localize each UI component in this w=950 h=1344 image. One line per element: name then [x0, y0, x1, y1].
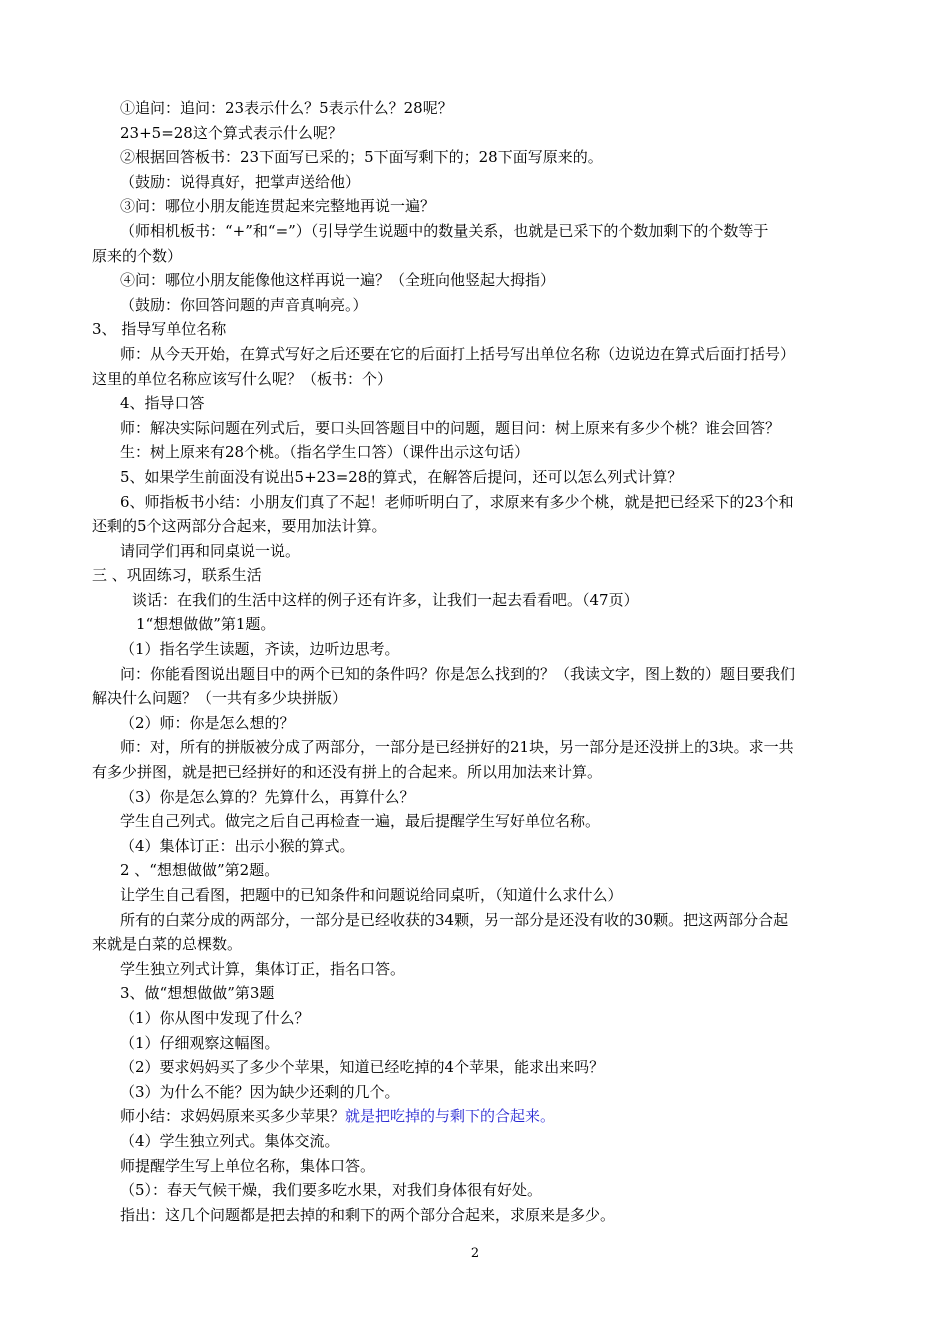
text-line — [92, 219, 862, 244]
line-text: （3）为什么不能？因为缺少还剩的几个。 — [120, 1082, 400, 1101]
line-text: 师：解决实际问题在列式后，要口头回答题目中的问题，题目问：树上原来有多少个桃？谁会回答？ — [120, 418, 781, 437]
text-line — [92, 268, 862, 293]
text-line — [92, 834, 862, 859]
line-text: （3）你是怎么算的？先算什么，再算什么？ — [120, 787, 415, 806]
page-number: 2 — [470, 1246, 480, 1261]
text-line — [92, 121, 862, 146]
text-line — [92, 317, 862, 342]
line-text: （鼓励：你回答问题的声音真响亮。） — [120, 295, 368, 314]
text-line — [92, 293, 862, 318]
line-text: 所有的白菜分成的两部分，一部分是已经收获的34颗，另一部分是还没有收的30颗。把这两部分合起 — [120, 910, 789, 929]
line-text: 学生独立列式计算，集体订正，指名口答。 — [120, 959, 406, 978]
text-line — [92, 785, 862, 810]
text-line — [92, 686, 862, 711]
text-line — [92, 735, 862, 760]
text-line — [92, 1031, 862, 1056]
text-line — [92, 514, 862, 539]
text-line — [92, 809, 862, 834]
line-text: 师：对，所有的拼版被分成了两部分，一部分是已经拼好的21块，另一部分是还没拼上的3块。求一共 — [120, 738, 794, 757]
text-line — [92, 1055, 862, 1080]
text-line — [92, 170, 862, 195]
text-line — [92, 391, 862, 416]
text-line — [92, 1104, 862, 1129]
line-text: 让学生自己看图，把题中的已知条件和问题说给同桌听，（知道什么求什么） — [120, 886, 623, 904]
text-line — [92, 1178, 862, 1203]
text-line — [92, 932, 862, 957]
line-text: 5、如果学生前面没有说出5+23=28的算式，在解答后提问，还可以怎么列式计算？ — [120, 467, 683, 486]
text-line — [92, 539, 862, 564]
line-text: ③问：哪位小朋友能连贯起来完整地再说一遍？ — [120, 197, 436, 216]
text-line — [92, 588, 862, 613]
text-line — [92, 465, 862, 490]
highlighted-text: 就是把吃掉的与剩下的合起来。 — [345, 1107, 556, 1126]
line-text: 这里的单位名称应该写什么呢？（板书：个） — [92, 369, 393, 388]
text-line — [92, 416, 862, 441]
line-text: 请同学们再和同桌说一说。 — [120, 541, 301, 560]
text-line — [92, 96, 862, 121]
line-text: 指出：这几个问题都是把去掉的和剩下的两个部分合起来，求原来是多少。 — [120, 1205, 616, 1224]
line-text: 师：从今天开始，在算式写好之后还要在它的后面打上括号写出单位名称（边说边在算式后面打括号） — [120, 344, 796, 363]
text-line — [92, 662, 862, 687]
line-text: （1）仔细观察这幅图。 — [120, 1033, 280, 1052]
line-text: （1）你从图中发现了什么？ — [120, 1008, 310, 1027]
line-text: ④问：哪位小朋友能像他这样再说一遍？（全班向他竖起大拇指） — [120, 271, 556, 290]
line-text: 2 、“想想做做”第2题。 — [120, 861, 280, 880]
text-line — [92, 367, 862, 392]
text-line — [92, 858, 862, 883]
line-text: 原来的个数） — [92, 246, 183, 265]
text-line — [92, 637, 862, 662]
text-line — [92, 981, 862, 1006]
line-text: 3、做“想想做做”第3题 — [120, 984, 275, 1003]
text-line — [92, 563, 862, 588]
line-text: 来就是白菜的总棵数。 — [92, 935, 243, 954]
line-text: （4）集体订正：出示小猴的算式。 — [120, 836, 355, 855]
line-text: 问：你能看图说出题目中的两个已知的条件吗？你是怎么找到的？（我读文字，图上数的）题目要我们 — [120, 664, 796, 683]
text-line — [92, 1129, 862, 1154]
line-text: 解决什么问题？（一共有多少块拼版） — [92, 689, 348, 708]
line-text: （鼓励：说得真好，把掌声送给他） — [120, 172, 361, 191]
text-line — [92, 244, 862, 269]
text-line — [92, 194, 862, 219]
line-text: （1）指名学生读题，齐读，边听边思考。 — [120, 640, 400, 659]
line-text: 师提醒学生写上单位名称，集体口答。 — [120, 1156, 376, 1175]
line-text: 三 、巩固练习，联系生活 — [92, 566, 262, 585]
text-line — [92, 440, 862, 465]
text-line — [92, 760, 862, 785]
text-line — [92, 490, 862, 515]
text-line — [92, 1154, 862, 1179]
line-text: 23+5=28这个算式表示什么呢？ — [120, 123, 343, 142]
line-text: 有多少拼图，就是把已经拼好的和还没有拼上的合起来。所以用加法来计算。 — [92, 763, 603, 782]
line-text: 师小结：求妈妈原来买多少苹果？ — [120, 1107, 346, 1126]
line-text: 生：树上原来有28个桃。（指名学生口答）（课件出示这句话） — [120, 443, 530, 462]
line-text: （2）要求妈妈买了多少个苹果，知道已经吃掉的4个苹果，能求出来吗？ — [120, 1058, 605, 1077]
line-text: 4、指导口答 — [120, 394, 205, 413]
line-text: 3、 指导写单位名称 — [92, 320, 227, 339]
line-text: （4）学生独立列式。集体交流。 — [120, 1131, 340, 1150]
line-text: 6、师指板书小结：小朋友们真了不起！老师听明白了，求原来有多少个桃，就是把已经采下的23个和 — [120, 492, 794, 511]
document-body — [92, 96, 862, 1227]
text-line — [92, 145, 862, 170]
line-text: ①追问：追问：23表示什么？5表示什么？28呢？ — [120, 99, 453, 117]
text-line — [92, 1203, 862, 1228]
line-text: （2）师：你是怎么想的？ — [120, 713, 295, 732]
line-text: 还剩的5个这两部分合起来，要用加法计算。 — [92, 517, 387, 536]
line-text: （师相机板书：“+”和“=”）（引导学生说题中的数量关系，也就是已采下的个数加剩下的个数等于 — [120, 221, 769, 240]
text-line — [92, 883, 862, 908]
text-line — [92, 612, 862, 637]
text-line — [92, 1006, 862, 1031]
text-line — [92, 711, 862, 736]
text-line — [92, 908, 862, 933]
line-text: 1“想想做做”第1题。 — [136, 615, 276, 634]
line-text: （5）：春天气候干燥，我们要多吃水果，对我们身体很有好处。 — [120, 1181, 543, 1200]
text-line — [92, 1080, 862, 1105]
line-text: ②根据回答板书：23下面写已采的；5下面写剩下的；28下面写原来的。 — [120, 148, 603, 167]
line-text: 谈话：在我们的生活中这样的例子还有许多，让我们一起去看看吧。（47页） — [132, 590, 639, 609]
line-text: 学生自己列式。做完之后自己再检查一遍，最后提醒学生写好单位名称。 — [120, 812, 601, 831]
text-line — [92, 957, 862, 982]
text-line — [92, 342, 862, 367]
